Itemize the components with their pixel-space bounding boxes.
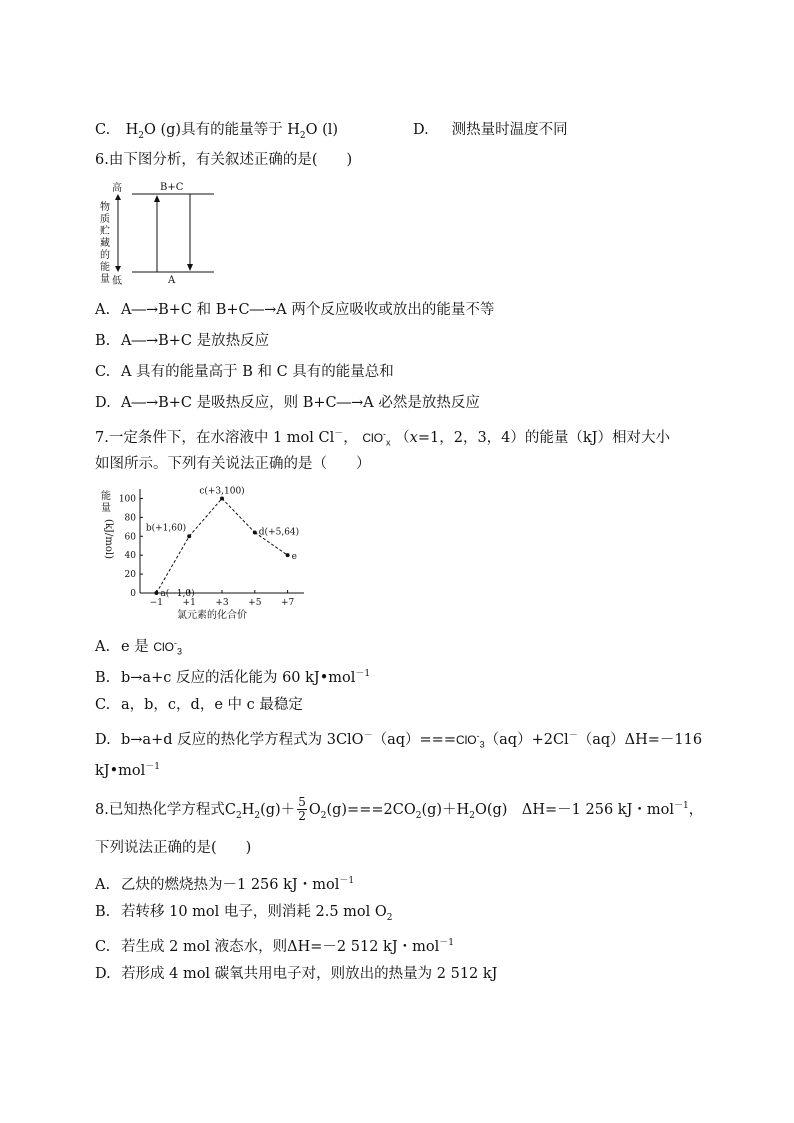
point-b: [187, 534, 191, 538]
q5-option-c: C. $H_2O$ (g)具有的能量等于 $H_2O$ (l): [95, 122, 339, 141]
y-tick-label-1: 20: [124, 570, 136, 581]
y-tick-label-2: 40: [124, 551, 136, 562]
segment-c-d: [222, 498, 255, 532]
y-tick-label-0: 0: [130, 589, 136, 599]
chart-xlabel: 氯元素的化合价: [177, 610, 247, 621]
q8-option-b: B. 若转移 10 mol 电子，则消耗 2.5 mol $O_2$: [95, 904, 393, 923]
point-e: [286, 553, 290, 557]
axis-char-0: 物: [100, 202, 110, 213]
q6-option-b: B. A―→B+C 是放热反应: [95, 333, 270, 349]
q8-option-a: A. 乙炔的燃烧热为－1 256 kJ・mol$^{-1}$: [95, 876, 355, 893]
x-tick-label-4: +7: [280, 598, 295, 608]
y-tick-label-5: 100: [118, 494, 136, 505]
high-label: 高: [112, 183, 122, 194]
point-label-e: e: [291, 552, 297, 563]
q8-option-d: D. 若形成 4 mol 碳氧共用电子对，则放出的热量为 2 512 kJ: [95, 966, 498, 982]
x-tick-label-2: +3: [215, 598, 229, 608]
q7-energy-chart: [94, 485, 310, 623]
axis-arrow-down-icon: [115, 266, 121, 272]
axis-arrow-up-icon: [115, 194, 121, 200]
point-label-b: b(+1,60): [145, 523, 187, 534]
ylabel-unit: (kJ/mol): [103, 519, 114, 559]
q7-option-d-line2: kJ•mol$^{-1}$: [95, 762, 161, 779]
point-label-c: c(+3,100): [199, 486, 245, 497]
segment-b-c: [189, 498, 222, 536]
point-d: [253, 530, 257, 534]
axis-char-4: 的: [100, 250, 110, 261]
y-tick-label-4: 80: [124, 513, 136, 524]
q6-option-c: C. A 具有的能量高于 B 和 C 具有的能量总和: [95, 364, 394, 380]
y-tick-label-3: 60: [124, 532, 136, 543]
q6-option-d: D. A―→B+C 是吸热反应，则 B+C―→A 必然是放热反应: [95, 395, 480, 411]
thermo-equation: $C_2H_2(g)+$ $\frac{5}{2}$ $O_2(g)===2CO_2(g)+H_2O(g)$ ΔH=－1 256 kJ・mol$^{-1}$，: [224, 795, 704, 824]
axis-char-5: 能: [100, 262, 110, 273]
arrow-down-icon: [187, 264, 193, 271]
q5-option-d: D. 测热量时温度不同: [413, 122, 568, 138]
low-label: 低: [112, 276, 122, 287]
arrow-up-icon: [154, 195, 160, 202]
bottom-level-label: A: [168, 275, 176, 286]
q8-stem-line2: 下列说法正确的是( ): [95, 840, 252, 856]
axis-char-6: 量: [100, 274, 110, 285]
point-label-a: a(−1,0): [160, 589, 195, 599]
q7-option-c: C. a，b，c，d，e 中 c 最稳定: [95, 697, 303, 713]
q7-option-b: B. b→a+c 反应的活化能为 60 kJ•mol$^{-1}$: [95, 669, 371, 686]
axis-char-2: 贮: [100, 226, 110, 237]
svg-text:量: 量: [101, 503, 111, 514]
x-tick-label-3: +5: [248, 598, 262, 608]
top-level-label: B+C: [160, 182, 184, 193]
q6-stem: 6.由下图分析，有关叙述正确的是( ): [95, 152, 353, 168]
x-tick-label-1: +1: [182, 598, 196, 608]
axis-char-3: 藏: [100, 238, 110, 249]
energy-level-diagram: [94, 178, 224, 292]
x-tick-label-0: −1: [149, 598, 164, 608]
fraction-five-halves: $\frac{5}{2}$: [298, 795, 306, 824]
svg-text:能: 能: [101, 491, 111, 502]
clo3-ion: ClO-$_3$: [153, 638, 182, 657]
point-label-d: d(+5,64): [258, 527, 300, 538]
chart-ylabel: [101, 489, 114, 559]
q8-option-c: C. 若生成 2 mol 液态水，则ΔH=－2 512 kJ・mol$^{-1}$: [95, 938, 455, 955]
q7-option-d: D. b→a+d 反应的热化学方程式为 3ClO－（aq）===ClO-$_3$（aq）+2Cl－（aq）ΔH=－116: [95, 731, 703, 750]
point-a: [154, 591, 158, 595]
q8-stem-line1: 8.已知热化学方程式$C_2H_2(g)+$ $\frac{5}{2}$ $O_2(g)===2CO_2(g)+H_2O(g)$ ΔH=－1 256 kJ・mol$^{-1}$，: [95, 795, 704, 824]
clo3-ion-d: ClO-$_3$: [455, 731, 485, 750]
q7-option-a: A. e 是 ClO-$_3$: [95, 638, 182, 657]
q7-stem-line1: 7.一定条件下，在水溶液中 1 mol Cl－， ClO-$_x$ （x=1，2，3，4）的能量（kJ）相对大小: [95, 429, 670, 448]
clox-ion: ClO-$_x$: [362, 429, 391, 448]
axis-char-1: 质: [100, 214, 110, 225]
segment-a-b: [156, 536, 189, 593]
q6-option-a: A. A―→B+C 和 B+C―→A 两个反应吸收或放出的能量不等: [95, 302, 495, 318]
point-c: [220, 496, 224, 500]
q7-stem-line2: 如图所示。下列有关说法正确的是（ ）: [95, 456, 371, 472]
energy-axis-label: [100, 200, 110, 285]
